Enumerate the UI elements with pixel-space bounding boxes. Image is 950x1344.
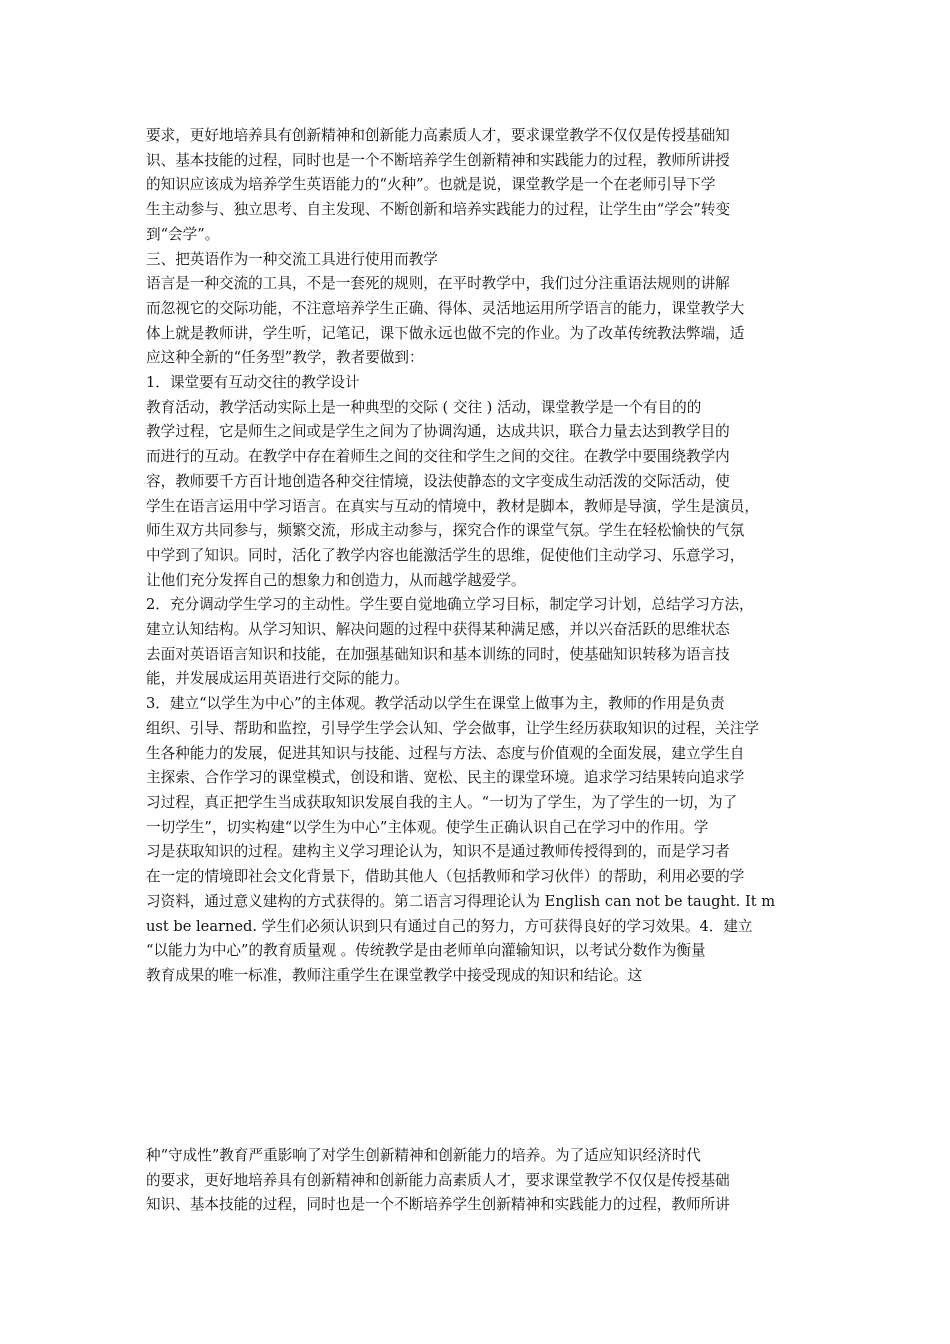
text-line: 去面对英语语言知识和技能，在加强基础知识和基本训练的同时，使基础知识转移为语言技 xyxy=(146,645,730,663)
text-line: 生主动参与、独立思考、自主发现、不断创新和培养实践能力的过程，让学生由“学会”转变 xyxy=(146,201,731,219)
page-text-top xyxy=(146,124,812,989)
text-line: 而进行的互动。在教学中存在着师生之间的交往和学生之间的交往。在教学中要围绕教学内 xyxy=(146,448,730,466)
text-line: 要求，更好地培养具有创新精神和创新能力高素质人才，要求课堂教学不仅仅是传授基础知 xyxy=(146,127,730,144)
text-line: 教学过程，它是师生之间或是学生之间为了协调沟通，达成共识，联合力量去达到教学目的 xyxy=(146,423,730,441)
text-line: 建立认知结构。从学习知识、解决问题的过程中获得某种满足感，并以兴奋活跃的思维状态 xyxy=(146,621,730,639)
text-line: 师生双方共同参与，频繁交流，形成主动参与，探究合作的课堂气氛。学生在轻松愉快的气氛 xyxy=(146,522,745,540)
text-line: 2．充分调动学生学习的主动性。学生要自觉地确立学习目标，制定学习计划，总结学习方法， xyxy=(146,596,754,614)
text-line: 生各种能力的发展，促进其知识与技能、过程与方法、态度与价值观的全面发展，建立学生自 xyxy=(146,744,745,762)
text-line: 一切学生”，切实构建“以学生为中心”主体观。使学生正确认识自己在学习中的作用。学 xyxy=(146,818,709,836)
text-line: 主探索、合作学习的课堂模式，创设和谐、宽松、民主的课堂环境。追求学习结果转向追求学 xyxy=(146,769,745,787)
text-line: 语言是一种交流的工具，不是一套死的规则，在平时教学中，我们过分注重语法规则的讲解 xyxy=(146,275,730,293)
text-line: 容，教师要千方百计地创造各种交往情境，设法使静态的文字变成生动活泼的交际活动，使 xyxy=(146,472,730,490)
text-line: 的知识应该成为培养学生英语能力的“火种”。也就是说，课堂教学是一个在老师引导下学 xyxy=(146,176,716,194)
text-line: 识、基本技能的过程，同时也是一个不断培养学生创新精神和实践能力的过程，教师所讲授 xyxy=(146,151,730,169)
text-line: 学生在语言运用中学习语言。在真实与互动的情境中，教材是脚本，教师是导演，学生是演员， xyxy=(146,497,759,515)
text-line: “以能力为中心”的教育质量观 。传统教学是由老师单向灌输知识，以考试分数作为衡量 xyxy=(146,942,706,960)
text-line: 组织、引导、帮助和监控，引导学生学会认知、学会做事，让学生经历获取知识的过程，关注学 xyxy=(146,719,759,737)
text-line: 到“会学”。 xyxy=(146,225,220,243)
text-line: 三、把英语作为一种交流工具进行使用而教学 xyxy=(146,250,438,268)
text-line: ust be learned. 学生们必须认识到只有通过自己的努力，方可获得良好的学习效果。4．建立 xyxy=(146,917,753,935)
text-line: 教育活动，教学活动实际上是一种典型的交际 ( 交往 ) 活动，课堂教学是一个有目的的 xyxy=(146,398,702,416)
text-line: 中学到了知识。同时，活化了教学内容也能激活学生的思维，促使他们主动学习、乐意学习， xyxy=(146,546,745,564)
text-line: 1．课堂要有互动交往的教学设计 xyxy=(146,374,360,392)
text-line: 种“守成性”教育严重影响了对学生创新精神和创新能力的培养。为了适应知识经济时代 xyxy=(146,1147,701,1164)
page-text-bottom xyxy=(146,1144,812,1218)
text-line: 能，并发展成运用英语进行交际的能力。 xyxy=(146,670,409,688)
text-line: 习是获取知识的过程。建构主义学习理论认为，知识不是通过教师传授得到的，而是学习者 xyxy=(146,843,730,861)
text-line: 而忽视它的交际功能，不注意培养学生正确、得体、灵活地运用所学语言的能力，课堂教学大 xyxy=(146,299,745,317)
text-line: 让他们充分发挥自己的想象力和创造力，从而越学越爱学。 xyxy=(146,571,526,589)
text-line: 知识、基本技能的过程，同时也是一个不断培养学生创新精神和实践能力的过程，教师所讲 xyxy=(146,1196,730,1214)
text-line: 习资料，通过意义建构的方式获得的。第二语言习得理论认为 English can not be taught. It m xyxy=(146,892,776,910)
text-line: 的要求，更好地培养具有创新精神和创新能力高素质人才，要求课堂教学不仅仅是传授基础 xyxy=(146,1171,730,1189)
text-line: 应这种全新的“任务型”教学，教者要做到： xyxy=(146,349,424,367)
text-line: 教育成果的唯一标准，教师注重学生在课堂教学中接受现成的知识和结论。这 xyxy=(146,966,643,984)
text-line: 在一定的情境即社会文化背景下，借助其他人（包括教师和学习伙伴）的帮助，利用必要的学 xyxy=(146,868,745,886)
text-line: 习过程，真正把学生当成获取知识发展自我的主人。“一切为了学生，为了学生的一切，为了 xyxy=(146,793,738,811)
text-line: 体上就是教师讲，学生听，记笔记，课下做永远也做不完的作业。为了改革传统教法弊端，适 xyxy=(146,324,745,342)
text-line: 3．建立“以学生为中心”的主体观。教学活动以学生在课堂上做事为主，教师的作用是负责 xyxy=(146,695,725,713)
